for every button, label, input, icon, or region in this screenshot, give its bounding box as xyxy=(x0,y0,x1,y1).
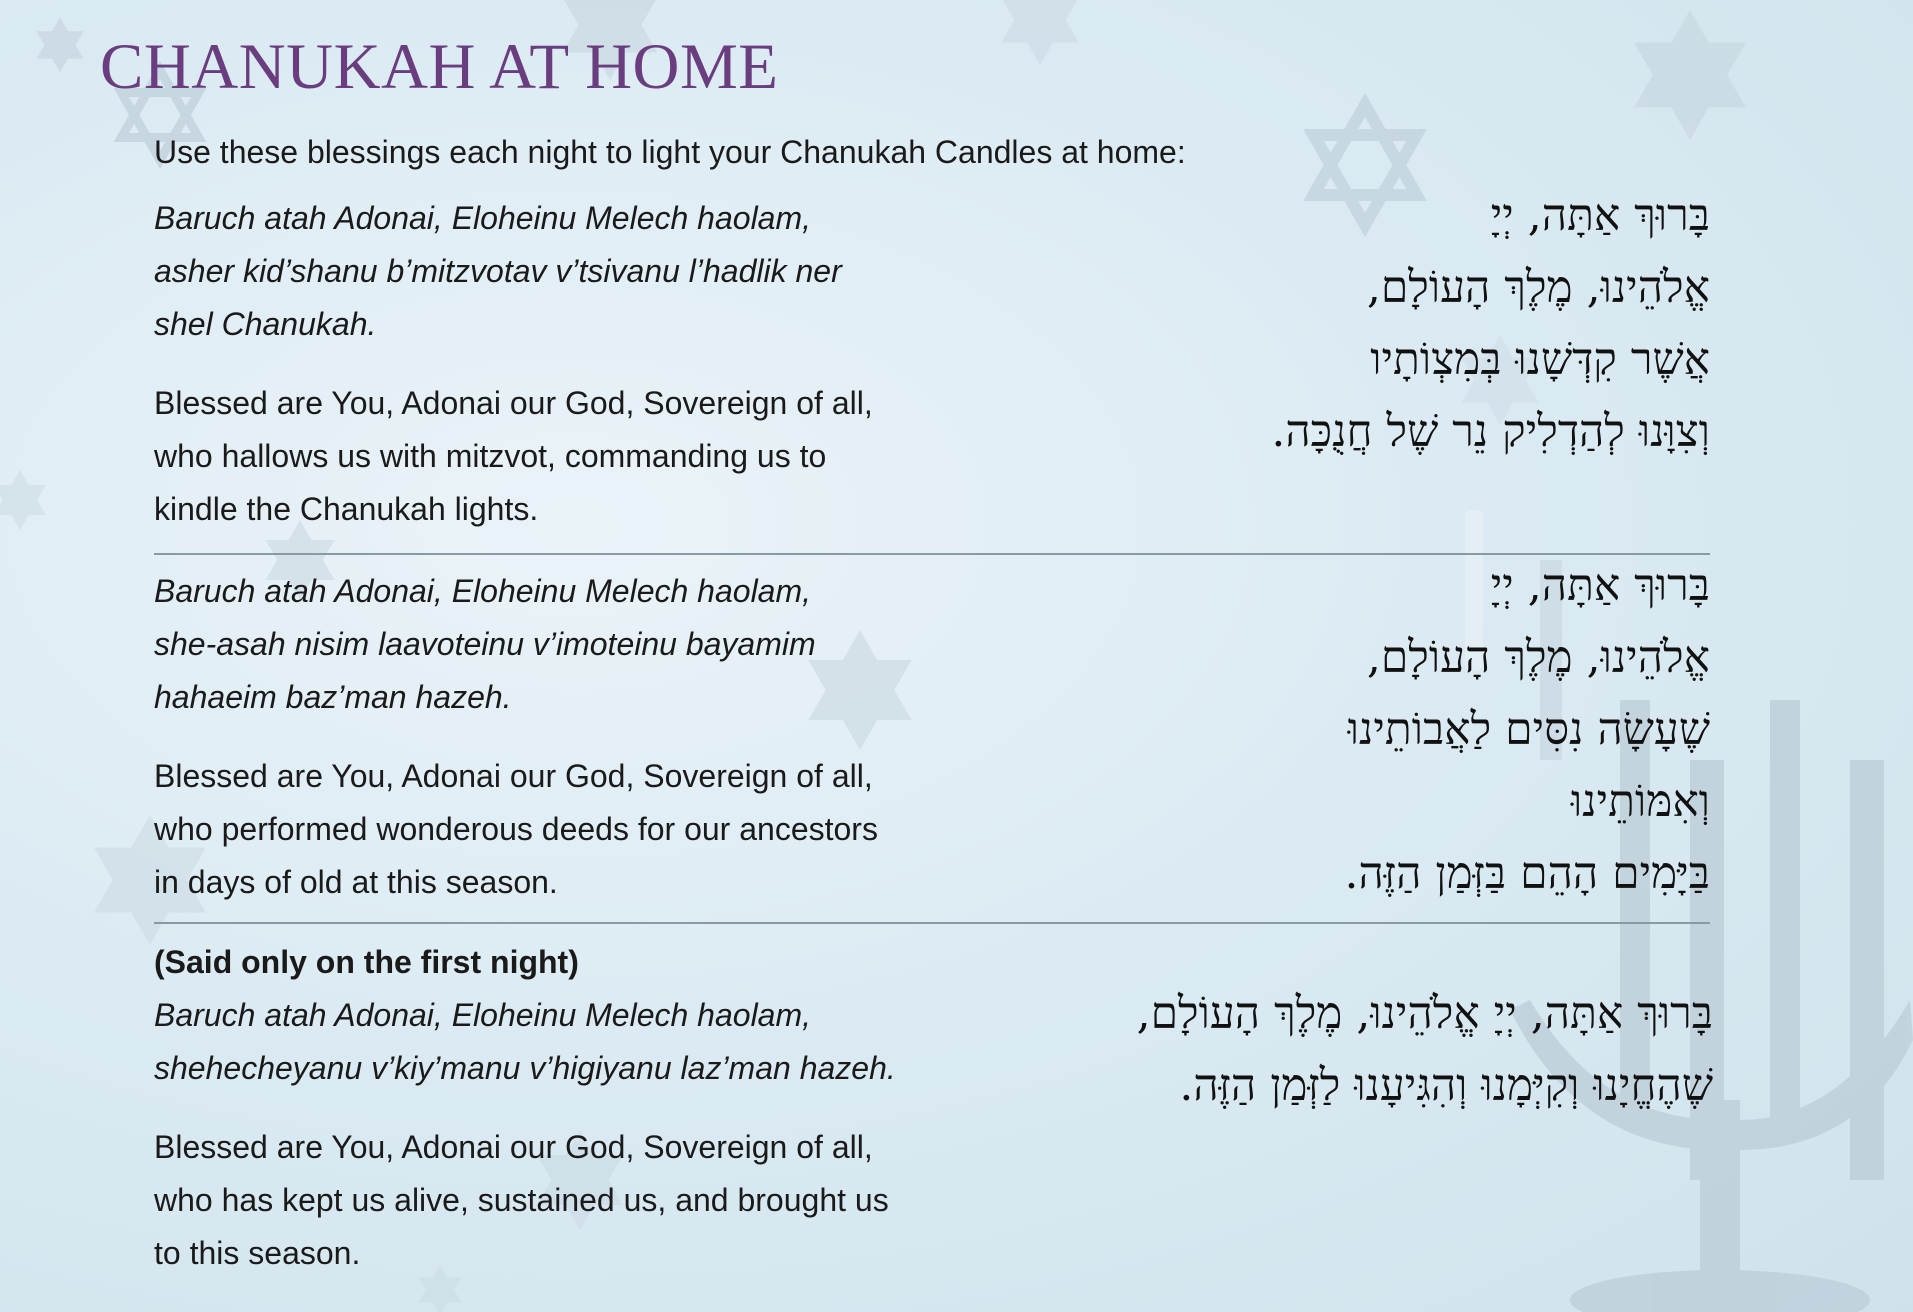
translation: Blessed are You, Adonai our God, Sovereign of all, who hallows us with mitzvot, commanding us to kindle the Chanukah lights. xyxy=(154,385,873,527)
transliteration: Baruch atah Adonai, Eloheinu Melech haolam, asher kid’shanu b’mitzvotav v’tsivanu l’hadlik ner shel Chanukah. xyxy=(154,200,842,342)
translation: Blessed are You, Adonai our God, Sovereign of all, who has kept us alive, sustained us, and brought us to this season. xyxy=(154,1129,889,1271)
first-night-note: (Said only on the first night) xyxy=(154,944,579,980)
transliteration: Baruch atah Adonai, Eloheinu Melech haolam, shehecheyanu v’kiy’manu v’higiyanu laz’man hazeh. xyxy=(154,997,896,1086)
divider xyxy=(154,922,1710,924)
intro-text: Use these blessings each night to light your Chanukah Candles at home: xyxy=(154,134,1186,170)
transliteration: Baruch atah Adonai, Eloheinu Melech haolam, she-asah nisim laavoteinu v’imoteinu bayamim hahaeim baz’man hazeh. xyxy=(154,573,816,715)
blessing-1-english xyxy=(154,192,974,536)
blessing-3-hebrew: בָּרוּךְ אַתָּה, יְיָ אֱלֹהֵינוּ, מֶלֶךְ הָעוֹלָם, שֶׁהֶחֱיָנוּ וְקִיְּמָנוּ וְהִגִּיעָנוּ לַזְּמַן הַזֶּה. xyxy=(1136,988,1713,1111)
blessing-2-english xyxy=(154,565,994,909)
page-title: CHANUKAH AT HOME xyxy=(100,31,779,103)
blessing-1-hebrew: בָּרוּךְ אַתָּה, יְיָ אֱלֹהֵינוּ, מֶלֶךְ הָעוֹלָם, אֲשֶׁר קִדְּשָׁנוּ בְּמִצְוֹתָיו וְצִוָּנוּ לְהַדְלִיק נֵר שֶׁל חֲנֻכָּה. xyxy=(1271,190,1710,457)
translation: Blessed are You, Adonai our God, Sovereign of all, who performed wonderous deeds for our ancestors in days of old at this season. xyxy=(154,758,878,900)
blessing-2-hebrew: בָּרוּךְ אַתָּה, יְיָ אֱלֹהֵינוּ, מֶלֶךְ הָעוֹלָם, שֶׁעָשָׂה נִסִּים לַאֲבוֹתֵינוּ וְאִמּוֹתֵינוּ בַּיָּמִים הָהֵם בַּזְּמַן הַזֶּה. xyxy=(1344,560,1710,899)
